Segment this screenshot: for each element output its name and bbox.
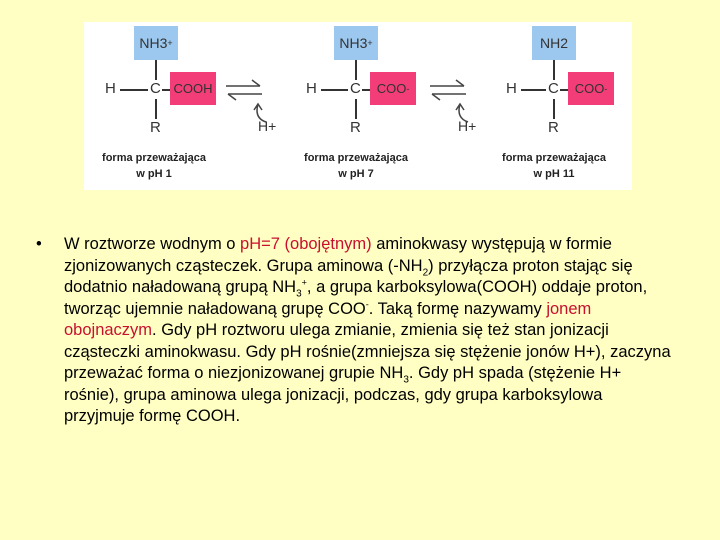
explanation-paragraph: W roztworze wodnym o pH=7 (obojętnym) aminokwasy występują w formie zjonizowanych cząsteczek. Grupa aminowa $(-NH_2)$ przyłącza proton stając się dodatnio naładowaną grupą $NH_3^+$, a grupa karboksylowa(COOH) oddaje proton, tworząc ujemnie naładowaną grupę COO-. Taką formę nazywamy jonem obojnaczym. Gdy pH roztworu ulega zmianie, zmienia się też stan jonizacji cząsteczki aminokwasu. Gdy pH rośnie(zmniejsza się stężenie jonów H+), zaczyna przeważać forma o niezjonizowanej grupie $NH_3$. Gdy pH spada (stężenie H+ rośnie), grupa aminowa ulega jonizacji, podczas, gdy grupa karboksylowa przyjmuje formę COOH. xyxy=(64,235,671,425)
amine-group-3: NH2 xyxy=(532,26,576,60)
highlight-zwitterion: jonem obojnaczym xyxy=(64,299,592,339)
bond-vertical-bottom-2 xyxy=(355,99,357,119)
bullet-point: • xyxy=(36,235,42,253)
bond-h-c-2 xyxy=(321,89,348,91)
caption-2: forma przeważająca w pH 7 xyxy=(304,152,408,180)
bond-vertical-bottom-3 xyxy=(553,99,555,119)
carboxylate-group-2: COO - xyxy=(370,72,416,105)
bond-vertical-bottom-1 xyxy=(155,99,157,119)
carbon-atom-2: C xyxy=(350,80,361,97)
hydrogen-atom-2: H xyxy=(306,80,317,97)
carboxylate-group-3: COO - xyxy=(568,72,614,105)
amine-group-1: NH3 + xyxy=(134,26,178,60)
r-group-1: R xyxy=(150,119,161,136)
caption-1: forma przeważająca w pH 1 xyxy=(102,152,206,180)
bond-c-cooh-1 xyxy=(162,89,170,91)
bond-h-c-3 xyxy=(521,89,546,91)
caption-3: forma przeważająca w pH 11 xyxy=(502,152,606,180)
bond-vertical-top-1 xyxy=(155,60,157,80)
amine-group-2: NH3 + xyxy=(334,26,378,60)
bond-c-coo-3 xyxy=(560,89,568,91)
bond-h-c-1 xyxy=(120,89,148,91)
carbon-atom-1: C xyxy=(150,80,161,97)
bond-c-coo-2 xyxy=(362,89,370,91)
proton-label-1: H+ xyxy=(258,118,277,134)
proton-label-2: H+ xyxy=(458,118,477,134)
carboxyl-group-1: COOH xyxy=(170,72,216,105)
highlight-ph7: pH=7 (obojętnym) xyxy=(240,235,372,253)
bond-vertical-top-3 xyxy=(553,60,555,80)
carbon-atom-3: C xyxy=(548,80,559,97)
r-group-3: R xyxy=(548,119,559,136)
amino-acid-ionization-figure xyxy=(84,22,632,190)
hydrogen-atom-3: H xyxy=(506,80,517,97)
hydrogen-atom-1: H xyxy=(105,80,116,97)
bond-vertical-top-2 xyxy=(355,60,357,80)
r-group-2: R xyxy=(350,119,361,136)
